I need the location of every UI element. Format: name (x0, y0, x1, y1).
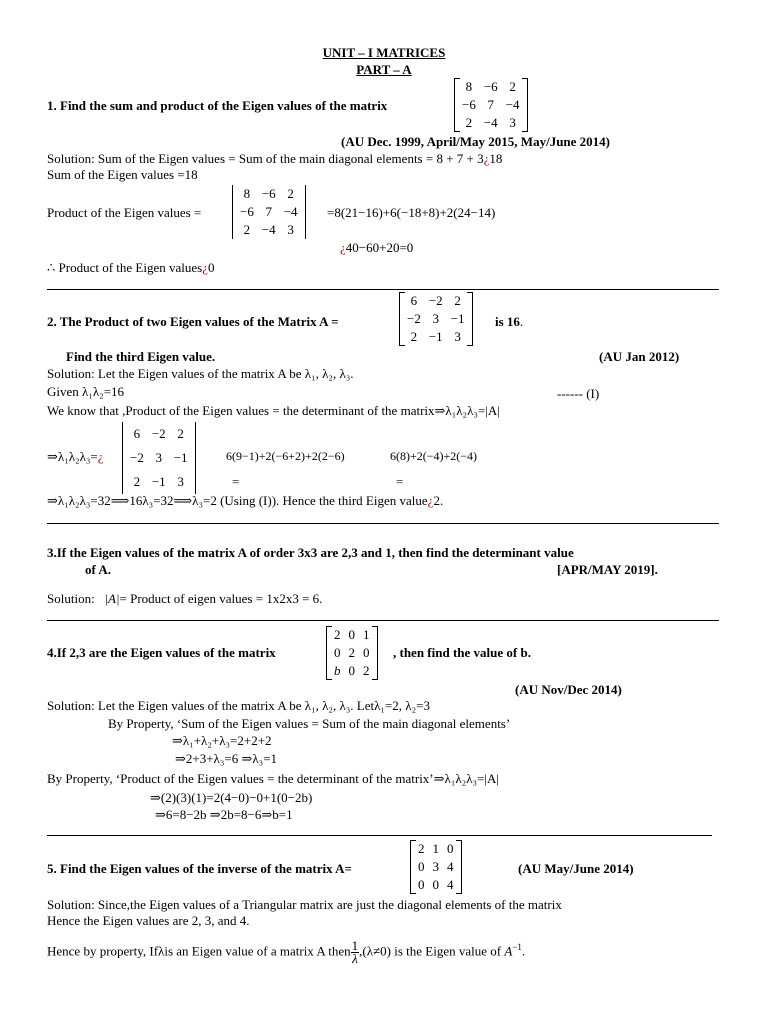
q4-solution-line1: Solution: Let the Eigen values of the matrix A be λ₁, λ₂, λ₃. Letλ₁=2, λ₂=3 (47, 698, 430, 713)
q1-product-label: Product of the Eigen values = (47, 205, 202, 220)
q3-question-line1: 3.If the Eigen values of the matrix A of order 3x3 are 2,3 and 1, then find the determinant value (47, 545, 574, 560)
q4-step-4: ⇒6=8−2b ⇒2b=8−6⇒b=1 (155, 807, 293, 822)
q2-det-matrix: 6 −2 2 −2 3 −1 2 −1 3 (122, 422, 196, 494)
q2-det-expansion-1: 6(9−1)+2(−6+2)+2(2−6) (226, 449, 345, 463)
q2-question: 2. The Product of two Eigen values of the Matrix A = (47, 314, 339, 329)
q2-final: ⇒λ₁λ₂λ₃=32⟹16λ₃=32⟹λ₃=2 (Using (I)). Hence the third Eigen value¿2. (47, 493, 444, 508)
q1-product-conclusion: ∴ Product of the Eigen values¿0 (47, 260, 215, 275)
q3-source: [APR/MAY 2019]. (557, 562, 658, 577)
q5-source: (AU May/June 2014) (518, 861, 634, 876)
q5-question: 5. Find the Eigen values of the inverse of the matrix A= (47, 861, 352, 876)
q4-step-3: ⇒(2)(3)(1)=2(4−0)−0+1(0−2b) (150, 790, 313, 805)
q1-solution-line2: Sum of the Eigen values =18 (47, 167, 198, 182)
q2-source: (AU Jan 2012) (599, 349, 680, 364)
q2-eq-1: = (232, 474, 240, 489)
part-title: PART – A (356, 62, 412, 77)
q1-solution-line1: Solution: Sum of the Eigen values = Sum of the main diagonal elements = 8 + 7 + 3¿18 (47, 151, 503, 166)
q4-step-1: ⇒λ₁+λ₂+λ₃=2+2+2 (172, 733, 272, 748)
q4-question-end: , then find the value of b. (393, 645, 531, 660)
q4-matrix: 2 0 1 0 2 0 b 0 2 (326, 626, 378, 680)
q1-matrix: 8 −6 2 −6 7 −4 2 −4 3 (454, 78, 528, 132)
q2-given-ref: ------ (I) (557, 386, 600, 401)
q1-question: 1. Find the sum and product of the Eigen values of the matrix (47, 98, 388, 113)
divider-3 (47, 620, 719, 621)
q2-question-end: is 16. (495, 314, 524, 329)
q5-matrix: 2 1 0 0 3 4 0 0 4 (410, 840, 462, 894)
q2-det-expansion-2: 6(8)+2(−4)+2(−4) (390, 449, 478, 463)
q2-eq-2: = (396, 474, 404, 489)
divider-2 (47, 523, 719, 524)
q2-matrix: 6 −2 2 −2 3 −1 2 −1 3 (399, 292, 473, 346)
q4-step-2: ⇒2+3+λ₃=6 ⇒λ₃=1 (175, 751, 278, 766)
q5-solution-line2: Hence the Eigen values are 2, 3, and 4. (47, 913, 250, 928)
q3-question-line2: of A. (85, 562, 111, 577)
q2-det-lhs: ⇒λ₁λ₂λ₃=¿ (47, 449, 104, 464)
q5-solution-line1: Solution: Since,the Eigen values of a Triangular matrix are just the diagonal elements of the matrix (47, 897, 562, 912)
q1-det-matrix: 8 −6 2 −6 7 −4 2 −4 3 (232, 185, 306, 239)
q2-know: We know that ,Product of the Eigen values = the determinant of the matrix⇒λ₁λ₂λ₃=|A| (47, 403, 500, 418)
q1-source: (AU Dec. 1999, April/May 2015, May/June 2014) (341, 134, 611, 149)
q4-property-2: By Property, ‘Product of the Eigen values = the determinant of the matrix’⇒λ₁λ₂λ₃=|A| (47, 771, 499, 786)
q4-property-1: By Property, ‘Sum of the Eigen values = Sum of the main diagonal elements’ (108, 716, 511, 731)
q2-solution-line1: Solution: Let the Eigen values of the matrix A be λ₁, λ₂, λ₃. (47, 366, 354, 381)
one-over-lambda: $\frac{1}{\lambda}$ (351, 937, 359, 966)
divider-4 (47, 835, 712, 836)
divider-1 (47, 289, 719, 290)
q5-solution-line3: Hence by property, Ifλis an Eigen value of a matrix A then $\frac{1}{\lambda}$ ,(λ≠0) is the Eigen value of $A^{-1}$. (47, 937, 526, 966)
q4-question: 4.If 2,3 are the Eigen values of the matrix (47, 645, 276, 660)
q1-product-result: ¿40−60+20=0 (340, 240, 414, 255)
unit-title: UNIT – I MATRICES (322, 45, 446, 60)
q2-given: Given λ₁λ₂=16 (47, 384, 125, 399)
q3-solution: Solution: |A|= Product of eigen values = 1x2x3 = 6. (47, 591, 323, 606)
q4-source: (AU Nov/Dec 2014) (515, 682, 622, 697)
q2-question-line2: Find the third Eigen value. (66, 349, 216, 364)
q1-product-expansion: =8(21−16)+6(−18+8)+2(24−14) (327, 205, 496, 220)
